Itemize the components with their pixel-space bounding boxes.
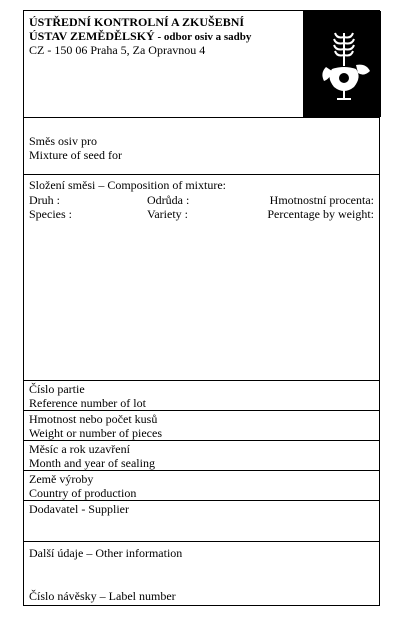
species-label-en: Species : — [29, 207, 72, 221]
divider-supplier — [24, 541, 379, 542]
weight-label-cz: Hmotnost nebo počet kusů — [29, 412, 158, 426]
divider-country — [24, 500, 379, 501]
lot-number-label-cz: Číslo partie — [29, 382, 85, 396]
institute-emblem-icon — [304, 11, 381, 117]
sealing-date-label-en: Month and year of sealing — [29, 456, 155, 470]
divider-composition — [24, 380, 379, 381]
institute-logo — [303, 11, 381, 117]
species-label-cz: Druh : — [29, 193, 60, 207]
percentage-label-cz: Hmotnostní procenta: — [269, 193, 374, 207]
org-name-line1: ÚSTŘEDNÍ KONTROLNÍ A ZKUŠEBNÍ — [29, 15, 245, 29]
variety-label-en: Variety : — [147, 207, 188, 221]
country-label-en: Country of production — [29, 486, 137, 500]
divider-sealing — [24, 470, 379, 471]
divider-header — [24, 117, 379, 118]
mixture-label-cz: Směs osiv pro — [29, 134, 98, 148]
other-info-label: Další údaje – Other information — [29, 546, 183, 560]
divider-mixture — [24, 174, 379, 175]
org-name-line2 — [29, 29, 251, 44]
label-form — [23, 10, 380, 606]
label-number-label: Číslo návěsky – Label number — [29, 589, 176, 603]
org-name-line2-main: ÚSTAV ZEMĚDĚLSKÝ — [29, 29, 155, 43]
variety-label-cz: Odrůda : — [147, 193, 190, 207]
org-department: - odbor osiv a sadby — [154, 31, 252, 43]
divider-weight — [24, 440, 379, 441]
mixture-label-en: Mixture of seed for — [29, 148, 122, 162]
weight-label-en: Weight or number of pieces — [29, 426, 162, 440]
sealing-date-label-cz: Měsíc a rok uzavření — [29, 442, 130, 456]
org-address: CZ - 150 06 Praha 5, Za Opravnou 4 — [29, 43, 206, 57]
lot-number-label-en: Reference number of lot — [29, 396, 146, 410]
country-label-cz: Země výroby — [29, 472, 94, 486]
supplier-label: Dodavatel - Supplier — [29, 502, 129, 516]
divider-lot — [24, 410, 379, 411]
composition-title: Složení směsi – Composition of mixture: — [29, 178, 226, 192]
percentage-label-en: Percentage by weight: — [267, 207, 374, 221]
